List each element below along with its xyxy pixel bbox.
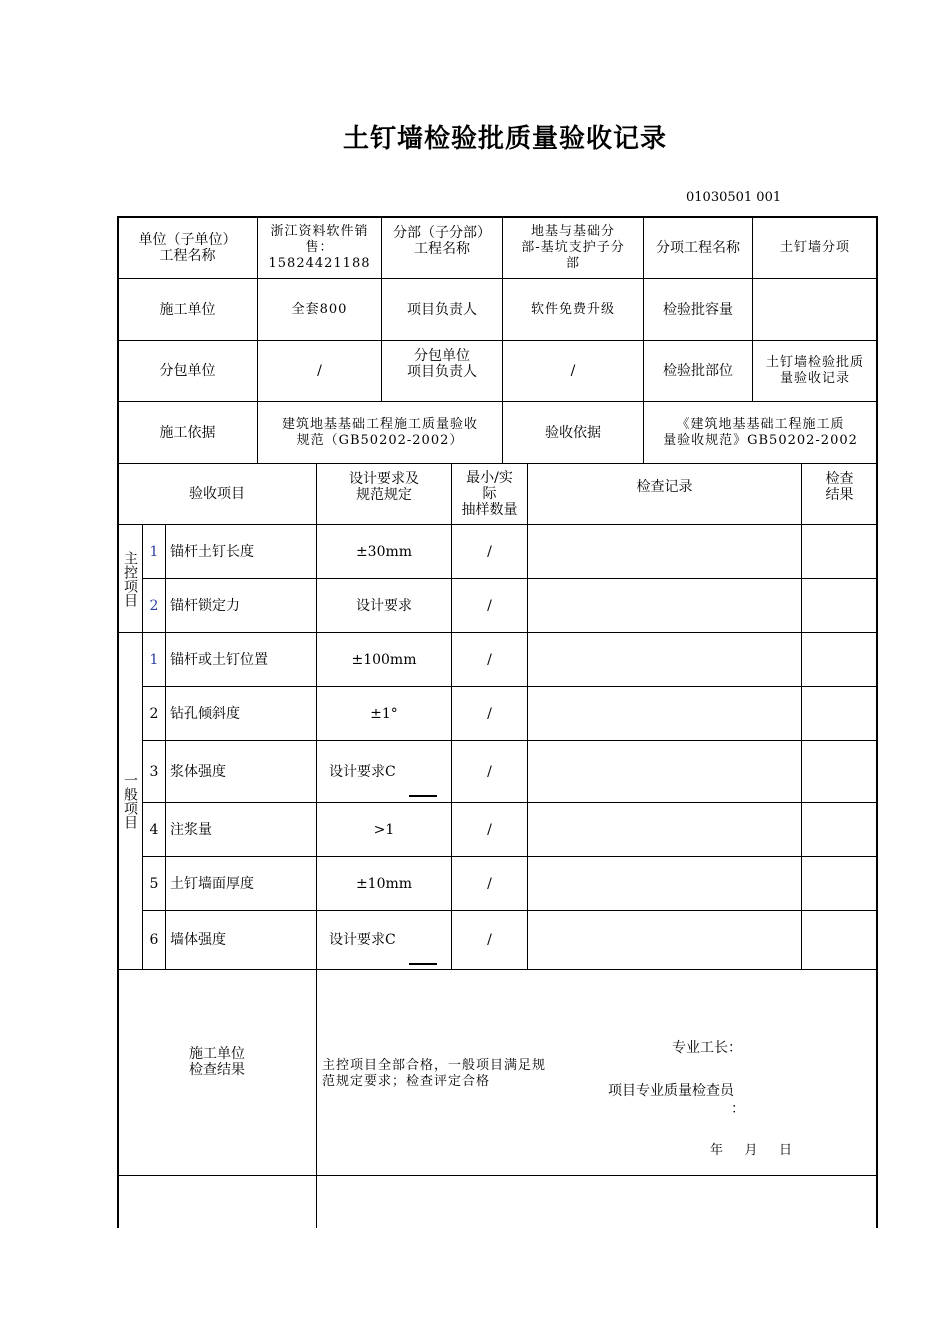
batch-capacity-value — [753, 279, 877, 340]
general-item-number: 2 — [149, 705, 159, 722]
main-item-design: 设计要求 — [356, 597, 412, 614]
main-item-name: 锚杆锁定力 — [170, 597, 240, 614]
construction-basis-label: 施工依据 — [159, 424, 216, 441]
general-item-sample: / — [487, 763, 492, 780]
main-item-number: 2 — [149, 597, 159, 614]
col-header-design: 设计要求及 规范规定 — [349, 471, 419, 503]
row-divider — [117, 1175, 878, 1176]
general-item-name: 土钉墙面厚度 — [170, 875, 254, 892]
batch-capacity-label: 检验批容量 — [663, 301, 733, 318]
general-item-design: ±10mm — [355, 875, 413, 892]
construction-basis-value: 建筑地基基础工程施工质量验收 规范（GB50202-2002） — [281, 416, 478, 448]
main-item-sample: / — [487, 597, 492, 614]
quality-inspector-colon: ： — [731, 1101, 745, 1117]
general-item-sample: / — [487, 932, 492, 948]
subitem-name-label: 分项工程名称 — [656, 239, 740, 256]
general-item-sample: / — [487, 651, 492, 668]
acceptance-basis-value: 《建筑地基基础工程施工质 量验收规范》GB50202-2002 — [663, 416, 858, 448]
sub-project-manager-label: 分包单位 项目负责人 — [407, 348, 477, 380]
batch-location-label: 检验批部位 — [663, 363, 733, 379]
general-item-name: 锚杆或土钉位置 — [170, 651, 268, 668]
batch-location-value: 土钉墙检验批质 量验收记录 — [765, 355, 864, 386]
general-item-sample: / — [487, 821, 492, 838]
general-item-number: 6 — [149, 932, 159, 948]
subcontractor-label: 分包单位 — [159, 363, 216, 379]
col-header-sample: 最小/实 际 抽样数量 — [461, 470, 518, 518]
general-item-number: 3 — [149, 763, 159, 780]
check-result-label: 施工单位 检查结果 — [189, 1046, 245, 1078]
main-item-design: ±30mm — [355, 543, 413, 560]
row-divider — [117, 969, 878, 970]
general-item-sample: / — [487, 705, 492, 722]
subcontractor-value: / — [317, 363, 322, 379]
division-name-value: 地基与基础分 部-基坑支护子分 部 — [521, 223, 625, 271]
general-item-design: 设计要求C — [329, 763, 396, 780]
page-title: 土钉墙检验批质量验收记录 — [342, 124, 667, 154]
contractor-label: 施工单位 — [159, 301, 216, 318]
main-item-number: 1 — [149, 543, 159, 560]
acceptance-basis-label: 验收依据 — [545, 424, 601, 441]
general-item-sample: / — [487, 875, 492, 892]
project-manager-value: 软件免费升级 — [530, 301, 615, 317]
col-divider — [801, 463, 802, 969]
division-name-label: 分部（子分部） 工程名称 — [393, 225, 491, 257]
general-item-number: 5 — [149, 875, 159, 892]
subitem-name-value: 土钉墙分项 — [779, 239, 850, 255]
main-control-group-label: 主控项目 — [122, 550, 138, 607]
unit-name-value: 浙江资料软件销 售： 15824421188 — [268, 223, 371, 271]
general-item-name: 浆体强度 — [170, 763, 226, 780]
general-item-name: 墙体强度 — [170, 932, 226, 948]
main-item-sample: / — [487, 543, 492, 560]
general-item-number: 1 — [149, 651, 159, 668]
col-header-result: 检查 结果 — [825, 471, 854, 503]
unit-name-label: 单位（子单位） 工程名称 — [138, 231, 237, 264]
general-item-name: 注浆量 — [170, 821, 212, 838]
contractor-value: 全套800 — [291, 301, 348, 317]
quality-inspector-label: 项目专业质量检查员 — [608, 1083, 734, 1099]
general-item-name: 钻孔倾斜度 — [170, 705, 240, 722]
col-header-item: 验收项目 — [189, 486, 245, 502]
general-item-design: ±100mm — [351, 651, 417, 668]
project-manager-label: 项目负责人 — [407, 301, 477, 318]
general-item-number: 4 — [149, 821, 159, 838]
col-divider — [527, 463, 528, 969]
fill-in-underline — [409, 963, 437, 965]
sub-project-manager-value: / — [570, 363, 576, 379]
check-conclusion: 主控项目全部合格，一般项目满足规 范规定要求；检查评定合格 — [322, 1058, 547, 1089]
general-item-design: >1 — [373, 821, 395, 838]
date-line: 年 月 日 — [710, 1143, 794, 1158]
fill-in-underline — [409, 795, 437, 797]
col-header-record: 检查记录 — [636, 478, 693, 495]
general-item-design: ±1° — [370, 705, 398, 722]
document-code: 01030501 001 — [686, 190, 782, 205]
general-group-label: 一般项目 — [122, 773, 138, 829]
foreman-label: 专业工长： — [672, 1040, 742, 1056]
general-item-design: 设计要求C — [329, 932, 396, 948]
main-item-name: 锚杆土钉长度 — [170, 543, 254, 560]
